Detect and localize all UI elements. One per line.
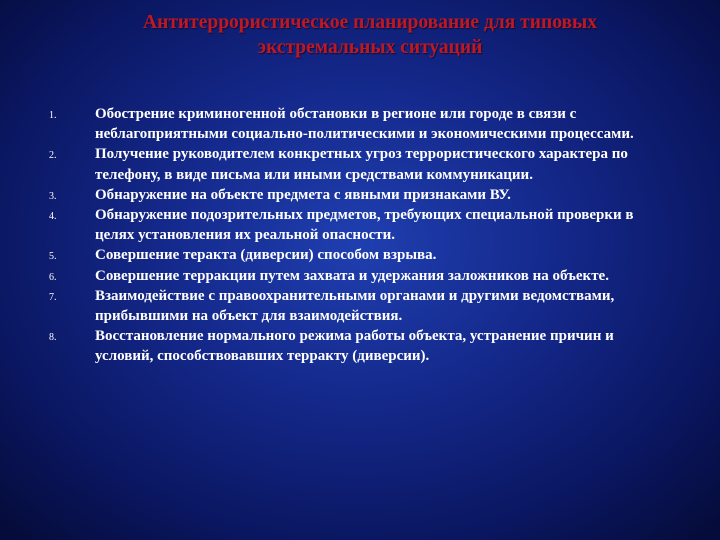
list-item-text: Совершение терракции путем захвата и удержания заложников на объекте. [95, 267, 609, 284]
list-item-number: 7. [49, 291, 57, 303]
list-item-text: Обнаружение на объекте предмета с явными признаками ВУ. [95, 186, 511, 203]
slide-title [60, 10, 680, 60]
list-item-text: Получение руководителем конкретных угроз террористического характера по телефону, в виде письма или иными средствами коммуникации. [95, 146, 628, 183]
list-item-number: 5. [49, 251, 57, 263]
slide-title-line-2: экстремальных ситуаций [257, 37, 483, 58]
list-item [0, 104, 720, 144]
list-item-number: 6. [49, 271, 57, 283]
list-item [0, 144, 720, 184]
list-item-number: 4. [49, 211, 57, 223]
list-item-text: Обнаружение подозрительных предметов, требующих специальной проверки в целях установления их реальной опасности. [95, 207, 634, 244]
list-item-text: Восстановление нормального режима работы объекта, устранение причин и условий, способствовавших терракту (диверсии). [95, 328, 614, 365]
list-item-text: Обострение криминогенной обстановки в регионе или городе в связи с неблагоприятными социально-политическими и экономическими процессами. [95, 106, 634, 143]
list-item-number: 8. [49, 332, 57, 344]
list-item [0, 286, 720, 326]
list-item [0, 205, 720, 245]
list-item-number: 1. [49, 110, 57, 121]
list-item [0, 266, 720, 286]
list-item [0, 185, 720, 205]
list-item-number: 3. [49, 190, 57, 202]
numbered-list [0, 104, 720, 367]
list-item [0, 245, 720, 265]
list-item-number: 2. [49, 150, 57, 162]
list-item-text: Взаимодействие с правоохранительными органами и другими ведомствами, прибывшими на объект для взаимодействия. [95, 287, 615, 325]
list-item-text: Совершение теракта (диверсии) способом взрыва. [95, 247, 437, 264]
slide-title-line-1: Антитеррористическое планирование для типовых [143, 12, 597, 33]
list-item [0, 326, 720, 366]
